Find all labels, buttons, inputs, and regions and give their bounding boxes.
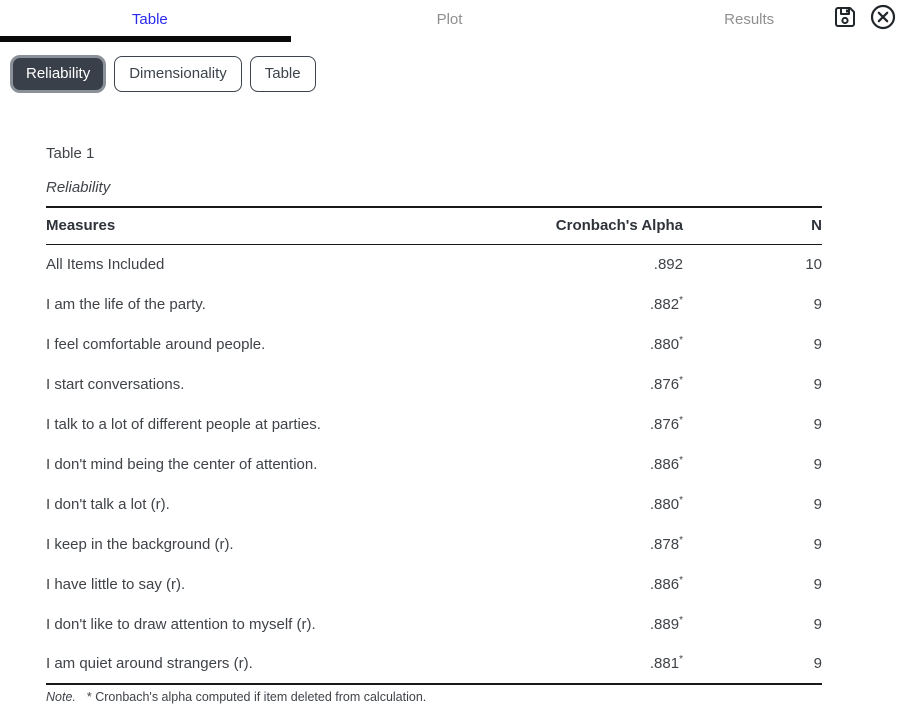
measure-cell: I start conversations.: [46, 375, 185, 393]
table-row: [46, 324, 822, 364]
alpha-footnote-marker: *: [679, 374, 683, 386]
n-cell: 9: [813, 615, 822, 633]
alpha-cell: .880*: [649, 334, 683, 353]
col-header-n: N: [811, 217, 822, 235]
measure-cell: I am quiet around strangers (r).: [46, 655, 253, 672]
n-cell: 10: [805, 255, 822, 273]
measure-cell: I don't like to draw attention to myself (r).: [46, 615, 316, 633]
measure-cell: All Items Included: [46, 255, 165, 273]
table-row: [46, 564, 822, 604]
n-cell: 9: [813, 655, 822, 672]
measure-cell: I keep in the background (r).: [46, 535, 234, 553]
table-body: [46, 244, 822, 684]
measure-cell: I feel comfortable around people.: [46, 335, 266, 353]
n-cell: 9: [813, 415, 822, 433]
col-header-measures: Measures: [46, 217, 116, 235]
alpha-footnote-marker: *: [679, 334, 683, 346]
table-row: [46, 284, 822, 324]
alpha-footnote-marker: *: [679, 654, 683, 665]
alpha-cell: .876*: [649, 374, 683, 393]
col-header-cronbachs-alpha: Cronbach's Alpha: [555, 217, 683, 235]
n-cell: 9: [813, 575, 822, 593]
table-row: [46, 444, 822, 484]
tab-table[interactable]: [0, 0, 300, 42]
results-area: [0, 145, 899, 704]
alpha-cell: .889*: [649, 614, 683, 633]
measure-cell: I have little to say (r).: [46, 575, 186, 593]
table-row: [46, 524, 822, 564]
alpha-footnote-marker: *: [679, 534, 683, 546]
tab-plot-label: Plot: [436, 11, 463, 28]
n-cell: 9: [813, 455, 822, 473]
alpha-footnote-marker: *: [679, 494, 683, 506]
subtab-dimensionality[interactable]: Dimensionality: [114, 56, 242, 93]
save-button[interactable]: [833, 5, 857, 29]
alpha-cell: .886*: [649, 454, 683, 473]
alpha-footnote-marker: *: [679, 614, 683, 626]
alpha-footnote-marker: *: [679, 574, 683, 586]
subtab-reliability[interactable]: Reliability: [10, 55, 106, 94]
alpha-cell: .892: [653, 255, 683, 273]
n-cell: 9: [813, 335, 822, 353]
table-row: [46, 364, 822, 404]
measure-cell: I don't talk a lot (r).: [46, 495, 170, 513]
toolbar-icons: [833, 4, 896, 30]
n-cell: 9: [813, 495, 822, 513]
table-subtitle: Reliability: [46, 179, 111, 196]
alpha-cell: .876*: [649, 414, 683, 433]
table-row: [46, 484, 822, 524]
close-icon: [870, 4, 896, 30]
table-row: [46, 604, 822, 644]
n-cell: 9: [813, 295, 822, 313]
n-cell: 9: [813, 535, 822, 553]
save-icon: [833, 5, 857, 29]
measure-cell: I don't mind being the center of attention.: [46, 455, 318, 473]
table-note: [46, 690, 853, 704]
analysis-section-buttons: [10, 52, 899, 96]
top-tab-bar: [0, 0, 899, 42]
table-row: [46, 244, 822, 284]
tab-results-label: Results: [724, 11, 775, 28]
table-header-row: [46, 207, 822, 244]
alpha-footnote-marker: *: [679, 414, 683, 426]
tab-plot[interactable]: [300, 0, 600, 42]
alpha-cell: .886*: [649, 574, 683, 593]
alpha-cell: .880*: [649, 494, 683, 513]
alpha-footnote-marker: *: [679, 294, 683, 306]
tab-table-label: Table: [131, 11, 168, 28]
measure-cell: I am the life of the party.: [46, 295, 206, 313]
n-cell: 9: [813, 375, 822, 393]
measure-cell: I talk to a lot of different people at parties.: [46, 415, 321, 433]
alpha-cell: .882*: [649, 294, 683, 313]
close-button[interactable]: [870, 4, 896, 30]
alpha-footnote-marker: *: [679, 454, 683, 466]
alpha-cell: .878*: [649, 534, 683, 553]
table-title: Table 1: [46, 145, 95, 162]
note-text: * Cronbach's alpha computed if item deleted from calculation.: [86, 690, 427, 704]
table-row: [46, 404, 822, 444]
note-label: Note.: [46, 690, 76, 704]
alpha-cell: .881*: [649, 654, 683, 672]
subtab-table[interactable]: Table: [250, 56, 316, 93]
reliability-table: [46, 206, 822, 685]
table-row: [46, 644, 822, 684]
